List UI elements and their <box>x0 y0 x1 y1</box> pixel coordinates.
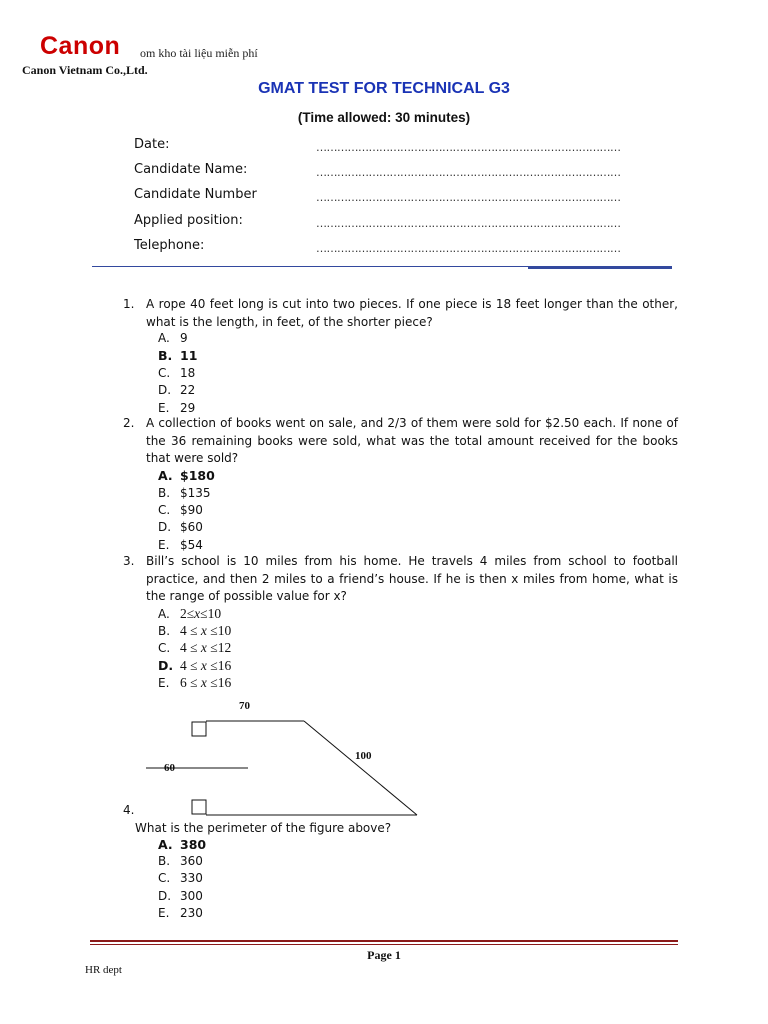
footer-divider-thin <box>90 944 678 945</box>
q1-option-c[interactable] <box>158 365 195 382</box>
question-1-number: 1. <box>123 297 135 311</box>
option-letter: C. <box>158 503 171 517</box>
option-value: 330 <box>180 871 203 885</box>
question-4-number: 4. <box>123 803 135 817</box>
right-angle-top-marker <box>192 722 206 736</box>
option-letter: A. <box>158 837 173 852</box>
option-letter: E. <box>158 401 170 415</box>
canon-logo: Canon <box>40 32 121 60</box>
q1-option-d[interactable] <box>158 382 195 399</box>
applied-position-fill-line[interactable]: …………………………………………………………………………… <box>316 217 621 230</box>
q4-option-b[interactable] <box>158 853 203 870</box>
option-value: $180 <box>180 468 215 483</box>
option-letter: D. <box>158 889 172 903</box>
option-value: 18 <box>180 366 196 380</box>
option-range: 4 ≤ x ≤10 <box>180 623 232 638</box>
watermark-text: om kho tài liệu miễn phí <box>140 46 258 60</box>
date-label: Date: <box>134 137 170 152</box>
option-letter: A. <box>158 468 173 483</box>
option-value: $90 <box>180 503 203 517</box>
range-high: 16 <box>217 658 232 673</box>
option-range: 2≤x≤10 <box>180 606 222 621</box>
candidate-number-label: Candidate Number <box>134 187 257 202</box>
q1-option-a[interactable] <box>158 330 188 347</box>
question-3-text: Bill’s school is 10 miles from his home. He travels 4 miles from school to football practice, and then 2 miles to a friend’s house. If he is then x miles from home, what is the range of possible value for x? <box>146 554 678 603</box>
question-2-text: A collection of books went on sale, and 2/3 of them were sold for $2.50 each. If none of the 36 remaining books were sold, what was the total amount received for the books that were sold? <box>146 416 678 465</box>
option-letter: E. <box>158 906 170 920</box>
range-high: 16 <box>217 675 232 690</box>
option-letter: D. <box>158 520 172 534</box>
q2-option-a[interactable] <box>158 467 215 484</box>
option-letter: B. <box>158 854 171 868</box>
option-value: 29 <box>180 401 196 415</box>
q4-option-e[interactable] <box>158 905 203 922</box>
option-value: 11 <box>180 348 198 363</box>
figure-label-slant: 100 <box>355 750 372 762</box>
figure-slant-edge <box>304 721 417 815</box>
header-divider-accent <box>528 267 672 269</box>
candidate-name-label: Candidate Name: <box>134 162 248 177</box>
option-letter: A. <box>158 607 170 621</box>
option-letter: E. <box>158 676 170 690</box>
q3-option-e[interactable] <box>158 674 231 692</box>
option-letter: D. <box>158 383 172 397</box>
option-value: 300 <box>180 889 203 903</box>
telephone-fill-line[interactable]: …………………………………………………………………………… <box>316 242 621 255</box>
option-letter: C. <box>158 871 171 885</box>
question-2-number: 2. <box>123 416 135 430</box>
option-range: 4 ≤ x ≤16 <box>180 658 232 673</box>
option-letter: B. <box>158 624 171 638</box>
range-low: 4 <box>180 640 187 655</box>
q2-option-e[interactable] <box>158 537 203 554</box>
question-3-number: 3. <box>123 554 135 568</box>
date-fill-line[interactable]: …………………………………………………………………………… <box>316 141 621 154</box>
option-value: 380 <box>180 837 207 852</box>
range-low: 4 <box>180 658 187 673</box>
option-range: 4 ≤ x ≤12 <box>180 640 232 655</box>
q3-option-d[interactable] <box>158 657 231 674</box>
option-value: 22 <box>180 383 196 397</box>
question-1-text: A rope 40 feet long is cut into two pieces. If one piece is 18 feet longer than the other, what is the length, in feet, of the shorter piece? <box>146 297 678 329</box>
option-letter: D. <box>158 658 174 673</box>
option-value: 230 <box>180 906 203 920</box>
q3-option-b[interactable] <box>158 622 231 640</box>
applied-position-label: Applied position: <box>134 213 243 228</box>
range-low: 6 <box>180 675 187 690</box>
option-letter: C. <box>158 366 171 380</box>
page-number: Page 1 <box>367 948 401 962</box>
figure-label-height: 60 <box>164 762 175 774</box>
range-high: 10 <box>207 606 222 621</box>
q2-option-c[interactable] <box>158 502 203 519</box>
option-range: 6 ≤ x ≤16 <box>180 675 232 690</box>
q2-option-b[interactable] <box>158 485 211 502</box>
option-value: $135 <box>180 486 211 500</box>
figure-label-top: 70 <box>239 700 250 712</box>
q4-option-d[interactable] <box>158 888 203 905</box>
time-allowed: (Time allowed: 30 minutes) <box>297 110 471 125</box>
range-high: 12 <box>217 640 232 655</box>
footer-dept: HR dept <box>85 964 122 976</box>
option-value: 9 <box>180 331 188 345</box>
option-letter: A. <box>158 331 170 345</box>
option-letter: B. <box>158 348 173 363</box>
q1-option-b[interactable] <box>158 347 197 364</box>
candidate-number-fill-line[interactable]: …………………………………………………………………………… <box>316 191 621 204</box>
company-name: Canon Vietnam Co.,Ltd. <box>22 63 148 77</box>
range-low: 4 <box>180 623 187 638</box>
q4-option-c[interactable] <box>158 870 203 887</box>
range-high: 10 <box>217 623 232 638</box>
trapezoid-figure <box>130 695 430 820</box>
q2-option-d[interactable] <box>158 519 203 536</box>
telephone-label: Telephone: <box>134 238 205 253</box>
option-letter: E. <box>158 538 170 552</box>
candidate-name-fill-line[interactable]: …………………………………………………………………………… <box>316 166 621 179</box>
question-4-text: What is the perimeter of the figure above? <box>135 821 392 835</box>
q4-option-a[interactable] <box>158 836 206 853</box>
right-angle-bottom-marker <box>192 800 206 814</box>
option-letter: B. <box>158 486 171 500</box>
option-value: 360 <box>180 854 203 868</box>
test-title: GMAT TEST FOR TECHNICAL G3 <box>258 80 510 97</box>
q3-option-a[interactable] <box>158 605 221 623</box>
footer-divider <box>90 940 678 942</box>
range-low: 2 <box>180 606 187 621</box>
option-letter: C. <box>158 641 171 655</box>
option-value: $60 <box>180 520 203 534</box>
q3-option-c[interactable] <box>158 639 231 657</box>
option-value: $54 <box>180 538 203 552</box>
